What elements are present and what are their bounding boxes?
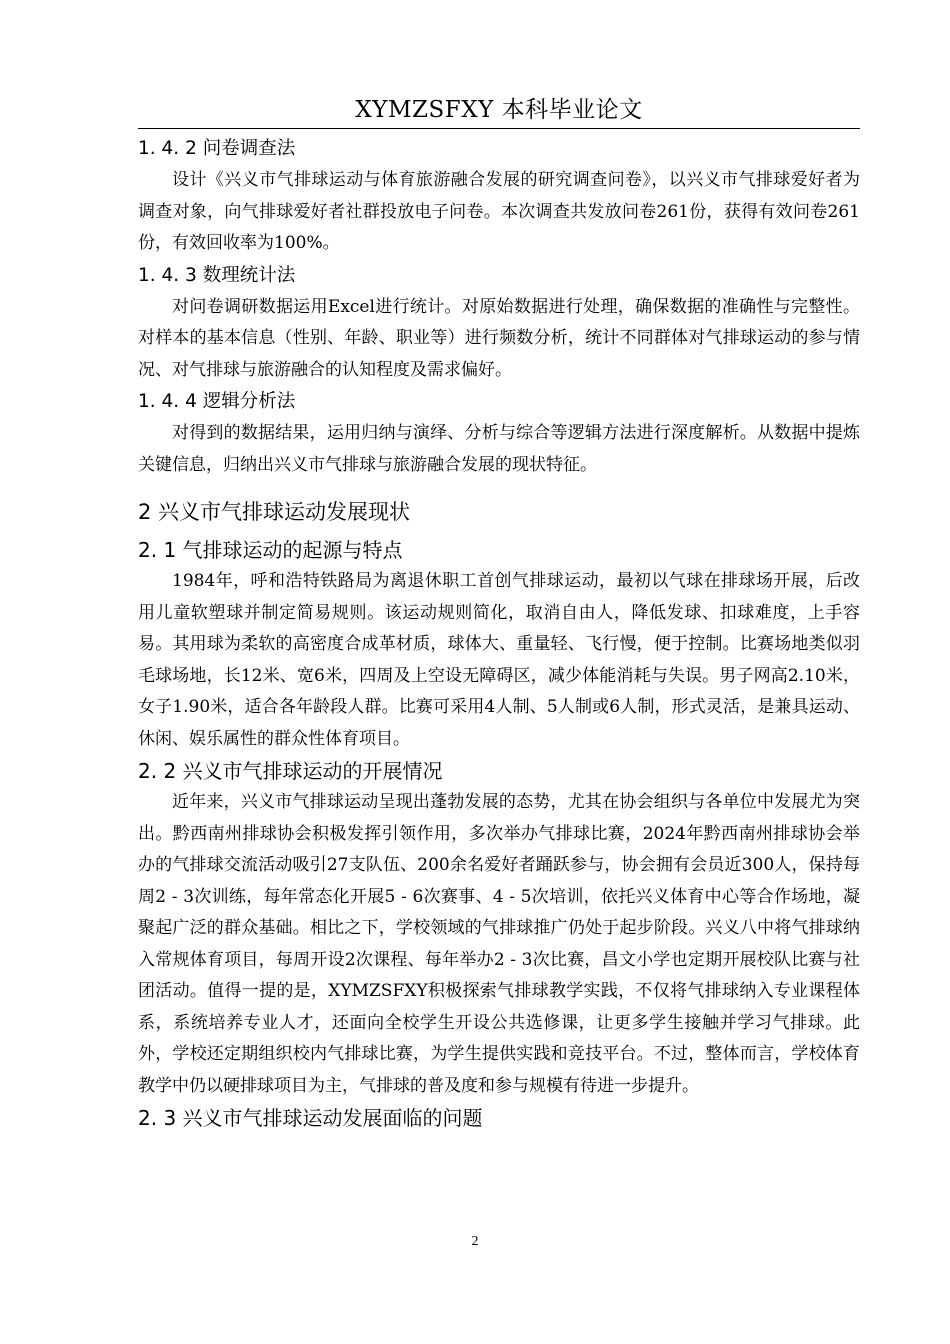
- header-divider: [138, 128, 860, 129]
- page-body: [138, 133, 860, 1134]
- section-heading-logic-analysis: 1. 4. 4 逻辑分析法: [138, 391, 296, 412]
- subsection-heading-problems: 2. 3 兴义市气排球运动发展面临的问题: [138, 1106, 483, 1130]
- chapter-heading: 2 兴义市气排球运动发展现状: [138, 500, 411, 524]
- subsection-heading-development: 2. 2 兴义市气排球运动的开展情况: [138, 759, 443, 783]
- subsection-heading-origin: 2. 1 气排球运动的起源与特点: [138, 538, 403, 562]
- paragraph-questionnaire: 设计《兴义市气排球运动与体育旅游融合发展的研究调查问卷》，以兴义市气排球爱好者为调查对象，向气排球爱好者社群投放电子问卷。本次调查共发放问卷261份，获得有效问卷261份，有效回收率为100%。: [138, 170, 860, 253]
- paragraph-development: 近年来，兴义市气排球运动呈现出蓬勃发展的态势，尤其在协会组织与各单位中发展尤为突出。黔西南州排球协会积极发挥引领作用，多次举办气排球比赛，2024年黔西南州排球协会举办的气排球交流活动吸引27支队伍、200余名爱好者踊跃参与，协会拥有会员近300人，保持每周2 - 3次训练，每年常态化开展5 - 6次赛事、4 - 5次培训，依托兴义体育中心等合作场地，凝聚起广泛的群众基础。相比之下，学校领域的气排球推广仍处于起步阶段。兴义八中将气排球纳入常规体育项目，每周开设2次课程、每年举办2 - 3次比赛，昌文小学也定期开展校队比赛与社团活动。值得一提的是，XYMZSFXY积极探索气排球教学实践，不仅将气排球纳入专业课程体系，系统培养专业人才，还面向全校学生开设公共选修课，让更多学生接触并学习气排球。此外，学校还定期组织校内气排球比赛，为学生提供实践和竞技平台。不过，整体而言，学校体育教学中仍以硬排球项目为主，气排球的普及度和参与规模有待进一步提升。: [138, 792, 860, 1096]
- section-heading-questionnaire: 1. 4. 2 问卷调查法: [138, 138, 296, 159]
- paragraph-origin: 1984年，呼和浩特铁路局为离退休职工首创气排球运动，最初以气球在排球场开展，后改用儿童软塑球并制定简易规则。该运动规则简化，取消自由人，降低发球、扣球难度，上手容易。其用球为柔软的高密度合成革材质，球体大、重量轻、飞行慢，便于控制。比赛场地类似羽毛球场地，长12米、宽6米，四周及上空设无障碍区，减少体能消耗与失误。男子网高2.10米，女子1.90米，适合各年龄段人群。比赛可采用4人制、5人制或6人制，形式灵活，是兼具运动、休闲、娱乐属性的群众性体育项目。: [138, 571, 860, 749]
- page-number: 2: [471, 1234, 479, 1249]
- paragraph-statistics: 对问卷调研数据运用Excel进行统计。对原始数据进行处理，确保数据的准确性与完整性。对样本的基本信息（性别、年龄、职业等）进行频数分析，统计不同群体对气排球运动的参与情况、对气排球与旅游融合的认知程度及需求偏好。: [138, 296, 860, 380]
- section-heading-statistics: 1. 4. 3 数理统计法: [138, 264, 296, 286]
- running-header-title: XYMZSFXY 本科毕业论文: [355, 97, 643, 123]
- paragraph-logic-analysis: 对得到的数据结果，运用归纳与演绎、分析与综合等逻辑方法进行深度解析。从数据中提炼关键信息，归纳出兴义市气排球与旅游融合发展的现状特征。: [138, 423, 860, 475]
